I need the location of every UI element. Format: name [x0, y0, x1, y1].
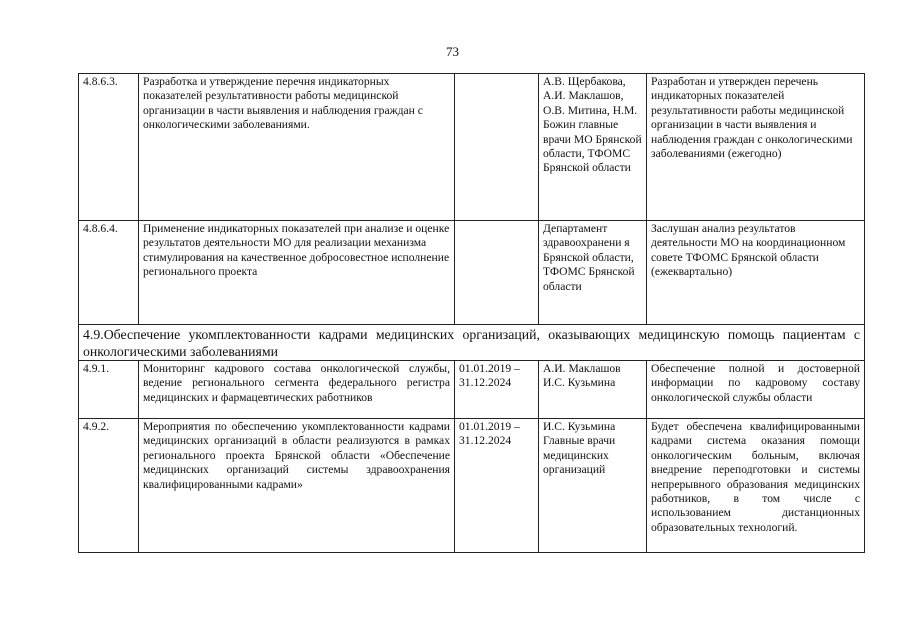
result-cell: Будет обеспечена квалифицированными кадрами система оказания помощи онкологическим больным, включая внедрение переподготовки и системы непрерывного образования медицинских работников, в том числе с использованием дистанционных образовательных технологий.: [647, 419, 865, 553]
table-row: [79, 361, 865, 419]
responsible-cell: И.С. Кузьмина Главные врачи медицинских организаций: [539, 419, 647, 553]
action-description: Разработка и утверждение перечня индикаторных показателей результативности работы медицинской организации в части выявления и наблюдения граждан с онкологическими заболеваниями.: [139, 74, 455, 221]
period-cell: 01.01.2019 – 31.12.2024: [455, 419, 539, 553]
responsible-cell: А.В. Щербакова, А.И. Маклашов, О.В. Митина, Н.М. Божин главные врачи МО Брянской области, ТФОМС Брянской области: [539, 74, 647, 221]
result-cell: Обеспечение полной и достоверной информации по кадровому составу онкологической службы области: [647, 361, 865, 419]
page-number: 73: [446, 44, 459, 59]
section-header-row: [79, 325, 865, 361]
item-code: 4.9.1.: [79, 361, 139, 419]
result-cell: Разработан и утвержден перечень индикаторных показателей результативности работы медицинской организации в части выявления и наблюдения граждан с онкологическими заболеваниями (ежегодно): [647, 74, 865, 221]
action-description: Мероприятия по обеспечению укомплектованности кадрами медицинских организаций в области реализуются в рамках регионального проекта Брянской области «Обеспечение медицинских организаций системы здравоохранения квалифицированными кадрами»: [139, 419, 455, 553]
item-code: 4.9.2.: [79, 419, 139, 553]
table-row: [79, 74, 865, 221]
responsible-cell: Департамент здравоохранени я Брянской области, ТФОМС Брянской области: [539, 221, 647, 325]
period-cell: [455, 221, 539, 325]
table-row: [79, 419, 865, 553]
period-cell: [455, 74, 539, 221]
period-cell: 01.01.2019 – 31.12.2024: [455, 361, 539, 419]
item-code: 4.8.6.4.: [79, 221, 139, 325]
action-description: Применение индикаторных показателей при анализе и оценке результатов деятельности МО для реализации механизма стимулирования на качественное добросовестное исполнение регионального проекта: [139, 221, 455, 325]
section-title: 4.9.Обеспечение укомплектованности кадрами медицинских организаций, оказывающих медицинскую помощь пациентам с онкологическими заболеваниями: [79, 325, 865, 361]
action-description: Мониторинг кадрового состава онкологической службы, ведение регионального сегмента федерального регистра медицинских и фармацевтических работников: [139, 361, 455, 419]
result-cell: Заслушан анализ результатов деятельности МО на координационном совете ТФОМС Брянской области (ежеквартально): [647, 221, 865, 325]
responsible-cell: А.И. Маклашов И.С. Кузьмина: [539, 361, 647, 419]
item-code: 4.8.6.3.: [79, 74, 139, 221]
table-row: [79, 221, 865, 325]
action-plan-table: [78, 73, 865, 553]
